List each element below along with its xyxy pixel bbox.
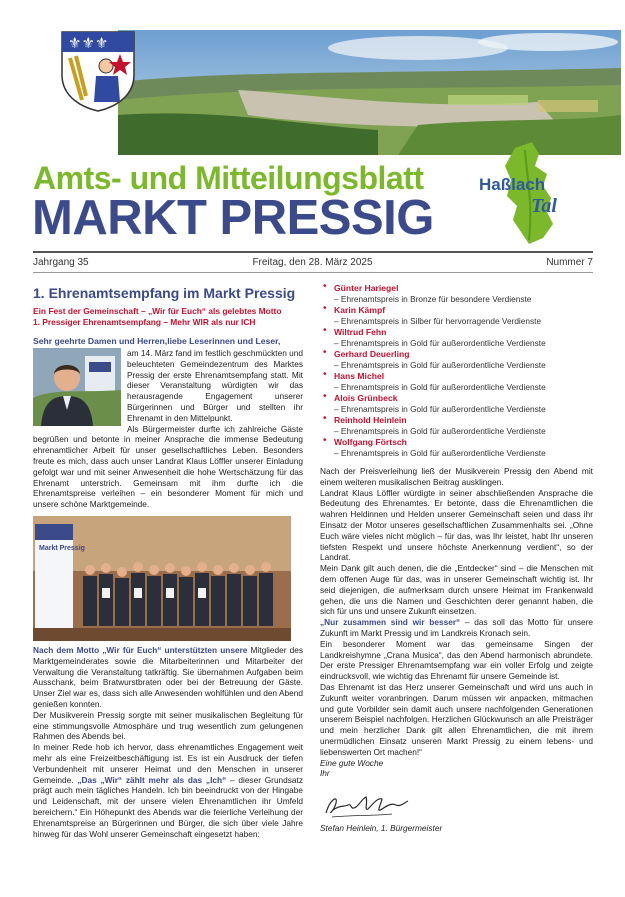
issue-date: Freitag, den 28. März 2025 xyxy=(252,257,373,268)
honoree-name: Wiltrud Fehn xyxy=(334,327,387,337)
together-highlight: „Nur zusammen sind wir besser“ xyxy=(320,617,461,628)
issue-volume: Jahrgang 35 xyxy=(33,257,89,268)
article-column-right xyxy=(320,283,593,834)
signature-name: Stefan Heinlein, 1. Bürgermeister xyxy=(320,823,443,834)
article-paragraph-1: am 14. März fand im festlich geschmückten und beleuchteten Gemeindezentrum des Marktes Pressig der erste Ehrenamtsempfang statt. Mit dieser Veranstaltung würdigten wir das herausragende Engagement unserer Bürgerinnen und Bürger und stellten ihr Ehrenamt in den Mittelpunkt. xyxy=(127,348,303,423)
handwritten-signature xyxy=(322,789,412,821)
article-paragraph-5a: In meiner Rede hob ich hervor, dass ehrenamtliches Engagement weit mehr als eine Freizeitbeschäftigung ist. Es ist ein Ausdruck der tiefen Verbundenheit mit unserer Heimat und den Menschen in unserer Gemeinde. xyxy=(33,742,303,785)
article-subtitle-2: 1. Pressiger Ehrenamtsempfang – Mehr WIR als nur ICH xyxy=(33,317,256,327)
svg-text:⚜⚜⚜: ⚜⚜⚜ xyxy=(68,34,109,52)
article-paragraph-6: Nach der Preisverleihung ließ der Musikverein Pressig den Abend mit einem weiteren musikalischen Beitrag ausklingen. xyxy=(320,466,593,487)
honoree-desc: – Ehrenamtspreis in Gold für außerordentliche Verdienste xyxy=(334,337,546,348)
header-rule-thin xyxy=(33,272,593,273)
closing-ihr: Ihr xyxy=(320,768,330,779)
article-title: 1. Ehrenamtsempfang im Markt Pressig xyxy=(33,285,296,301)
hasslach-tal-logo xyxy=(477,140,597,250)
motto-highlight: Nach dem Motto „Wir für Euch“ unterstützten unsere xyxy=(33,644,248,655)
honoree-desc: – Ehrenamtspreis in Gold für außerordentliche Verdienste xyxy=(334,403,546,414)
masthead-title: MARKT PRESSIG xyxy=(32,191,434,245)
honoree-item: • Wiltrud Fehn – Ehrenamtspreis in Gold für außerordentliche Verdienste xyxy=(320,327,593,348)
article-paragraph-8: Mein Dank gilt auch denen, die die „Entdecker“ sind – die Menschen mit dem offenen Auge für das, was in unserer Gemeinschaft wichtig ist. Ihr seid diejenigen, die aufmerksam durch unsere Heimat im Frankenwald gehen, die uns die Namen und Geschichten derer genannt haben, die sich für uns und unsere Zukunft einsetzen. xyxy=(320,563,593,617)
article-paragraph-2: Als Bürgermeister durfte ich zahlreiche Gäste begrüßen und betonte in meiner Ansprache die immense Bedeutung ehrenamtlicher Arbeit für unser gesellschaftliches Leben. Besonders freute es mich, dass auch unser Landrat Klaus Löffler unserer Einladung gefolgt war und mit seiner Anwesenheit die hohe Wertschätzung für das Ehrenamt unterstrich. Gemeinsam mit ihm durfte ich die Ehrenamtspreise verleihen – ein besonderer Moment für mich und unsere schöne Marktgemeinde. xyxy=(33,423,303,510)
wir-highlight: „Das „Wir“ zählt mehr als das „Ich“ xyxy=(77,774,227,785)
honoree-name: Hans Michel xyxy=(334,371,385,381)
header-rule xyxy=(33,251,593,253)
article-paragraph-9-text: – das soll das Motto für unsere Zukunft im Markt Pressig und im Landkreis Kronach sein. xyxy=(320,617,593,638)
article-column-left xyxy=(33,285,303,839)
honoree-item: • Hans Michel – Ehrenamtspreis in Gold für außerordentliche Verdienste xyxy=(320,371,593,392)
article-subtitle-1: Ein Fest der Gemeinschaft – „Wir für Euch“ als gelebtes Motto xyxy=(33,306,282,316)
honoree-desc: – Ehrenamtspreis in Gold für außerordentliche Verdienste xyxy=(334,425,546,436)
honoree-item: • Alois Grünbeck – Ehrenamtspreis in Gold für außerordentliche Verdienste xyxy=(320,393,593,414)
honoree-item: • Karin Kämpf – Ehrenamtspreis in Silber für hervorragende Verdienste xyxy=(320,305,593,326)
issue-number: Nummer 7 xyxy=(546,257,593,268)
article-paragraph-9 xyxy=(320,617,593,639)
article-paragraph-5b: – dieser Grundsatz prägt auch mein tägliches Handeln. Ich bin beeindruckt von der Hingabe und Leidenschaft, mit der unsere vielen Ehrenamtlichen ihr Umfeld bereichern.“ Ein Höhepunkt des Abends war die feierliche Verleihung der Ehrenamtspreise an Bürgerinnen und Bürger, die sich über viele Jahre hinweg für das Wohl unserer Gemeinschaft eingesetzt haben: xyxy=(33,774,304,839)
header-landscape-photo xyxy=(118,30,621,155)
honoree-desc: – Ehrenamtspreis in Silber für hervorragende Verdienste xyxy=(334,315,542,326)
honoree-list xyxy=(320,283,593,458)
honoree-item: • Wolfgang Förtsch – Ehrenamtspreis in Gold für außerordentliche Verdienste xyxy=(320,437,593,458)
greeting: Sehr geehrte Damen und Herren,liebe Leserinnen und Leser, xyxy=(33,336,281,346)
article-paragraph-5 xyxy=(33,742,303,839)
closing-line: Eine gute Woche xyxy=(320,757,384,768)
honoree-desc: – Ehrenamtspreis in Bronze für besondere Verdienste xyxy=(334,293,532,304)
honoree-item: • Gerhard Deuerling – Ehrenamtspreis in Gold für außerordentliche Verdienste xyxy=(320,349,593,370)
honoree-desc: – Ehrenamtspreis in Gold für außerordentliche Verdienste xyxy=(334,359,546,370)
honoree-item: • Günter Hariegel – Ehrenamtspreis in Bronze für besondere Verdienste xyxy=(320,283,593,304)
article-paragraph-10: Ein besonderer Moment war das gemeinsame Singen der Landkreishymne „Crana Musica“, das den Abend harmonisch abrundete. Der erste Pressiger Ehrenamtsempfang war ein voller Erfolg und zeigte eindrucksvoll, wie wichtig das Ehrenamt für unsere Gemeinde ist. xyxy=(320,638,593,682)
article-paragraph-11: Das Ehrenamt ist das Herz unserer Gemeinschaft und wird uns auch in Zukunft weiter voranbringen. Darum müssen wir anpacken, mitmachen und gute Vorbilder sein damit auch unsere nachfolgenden Generationen unserem Beispiel nachfolgen. Herzlichen Glückwunsch an alle Preisträger und mein herzlicher Dank gilt allen Ehrenamtlichen, die mit ihrem unermüdlichen Einsatz unseren Markt Pressig zu einem lebens- und liebenswerten Ort machen!“ xyxy=(320,681,593,757)
logo-text-top: Haßlach xyxy=(479,175,546,194)
group-photo xyxy=(33,516,291,641)
honoree-name: Reinhold Heinlein xyxy=(334,415,407,425)
honoree-desc: – Ehrenamtspreis in Gold für außerordentliche Verdienste xyxy=(334,447,546,458)
honoree-name: Karin Kämpf xyxy=(334,305,386,315)
honoree-name: Wolfgang Förtsch xyxy=(334,437,407,447)
article-paragraph-3 xyxy=(33,645,303,710)
logo-text-bottom: Tal xyxy=(531,195,557,217)
coat-of-arms-logo xyxy=(60,30,136,112)
banner-text: Markt Pressig xyxy=(39,544,85,552)
honoree-name: Alois Grünbeck xyxy=(334,393,398,403)
mayor-portrait xyxy=(33,348,121,426)
article-paragraph-4: Der Musikverein Pressig sorgte mit seiner musikalischen Begleitung für eine stimmungsvolle Atmosphäre und trug wesentlich zum gelungenen Rahmen des Abends bei. xyxy=(33,709,303,742)
article-paragraph-3-text: Mitglieder des Marktgemeinderates sowie die Mitarbeiterinnen und Mitarbeiter der Verwaltung die Veranstaltung tatkräftig. Sie übernahmen Aufgaben beim Ausschank, beim Bratwurstbraten oder bei der Betreuung der Gäste. Unser Ziel war es, dass sich alle Anwesenden wohlfühlen und den Abend genießen konnten. xyxy=(33,644,303,709)
article-paragraph-7: Landrat Klaus Löffler würdigte in seiner abschließenden Ansprache die Bedeutung des Ehrenamtes. Er betonte, dass die Ehrenamtlichen die wahren Heldinnen und Helden unserer Gemeinschaft seien und dass ihr Einsatz der Motor unseres gesellschaftlichen Zusammenhalts sei. „Ohne Euch wäre vieles nicht möglich – für das, was Ihr leistet, habt Ihr unseren tiefsten Respekt und unsere höchste Anerkennung verdient“, so der Landrat. xyxy=(320,487,593,563)
masthead-subtitle: Amts- und Mitteilungsblatt xyxy=(33,160,424,196)
honoree-item: • Reinhold Heinlein – Ehrenamtspreis in Gold für außerordentliche Verdienste xyxy=(320,415,593,436)
honoree-name: Günter Hariegel xyxy=(334,283,399,293)
honoree-name: Gerhard Deuerling xyxy=(334,349,410,359)
honoree-desc: – Ehrenamtspreis in Gold für außerordentliche Verdienste xyxy=(334,381,546,392)
